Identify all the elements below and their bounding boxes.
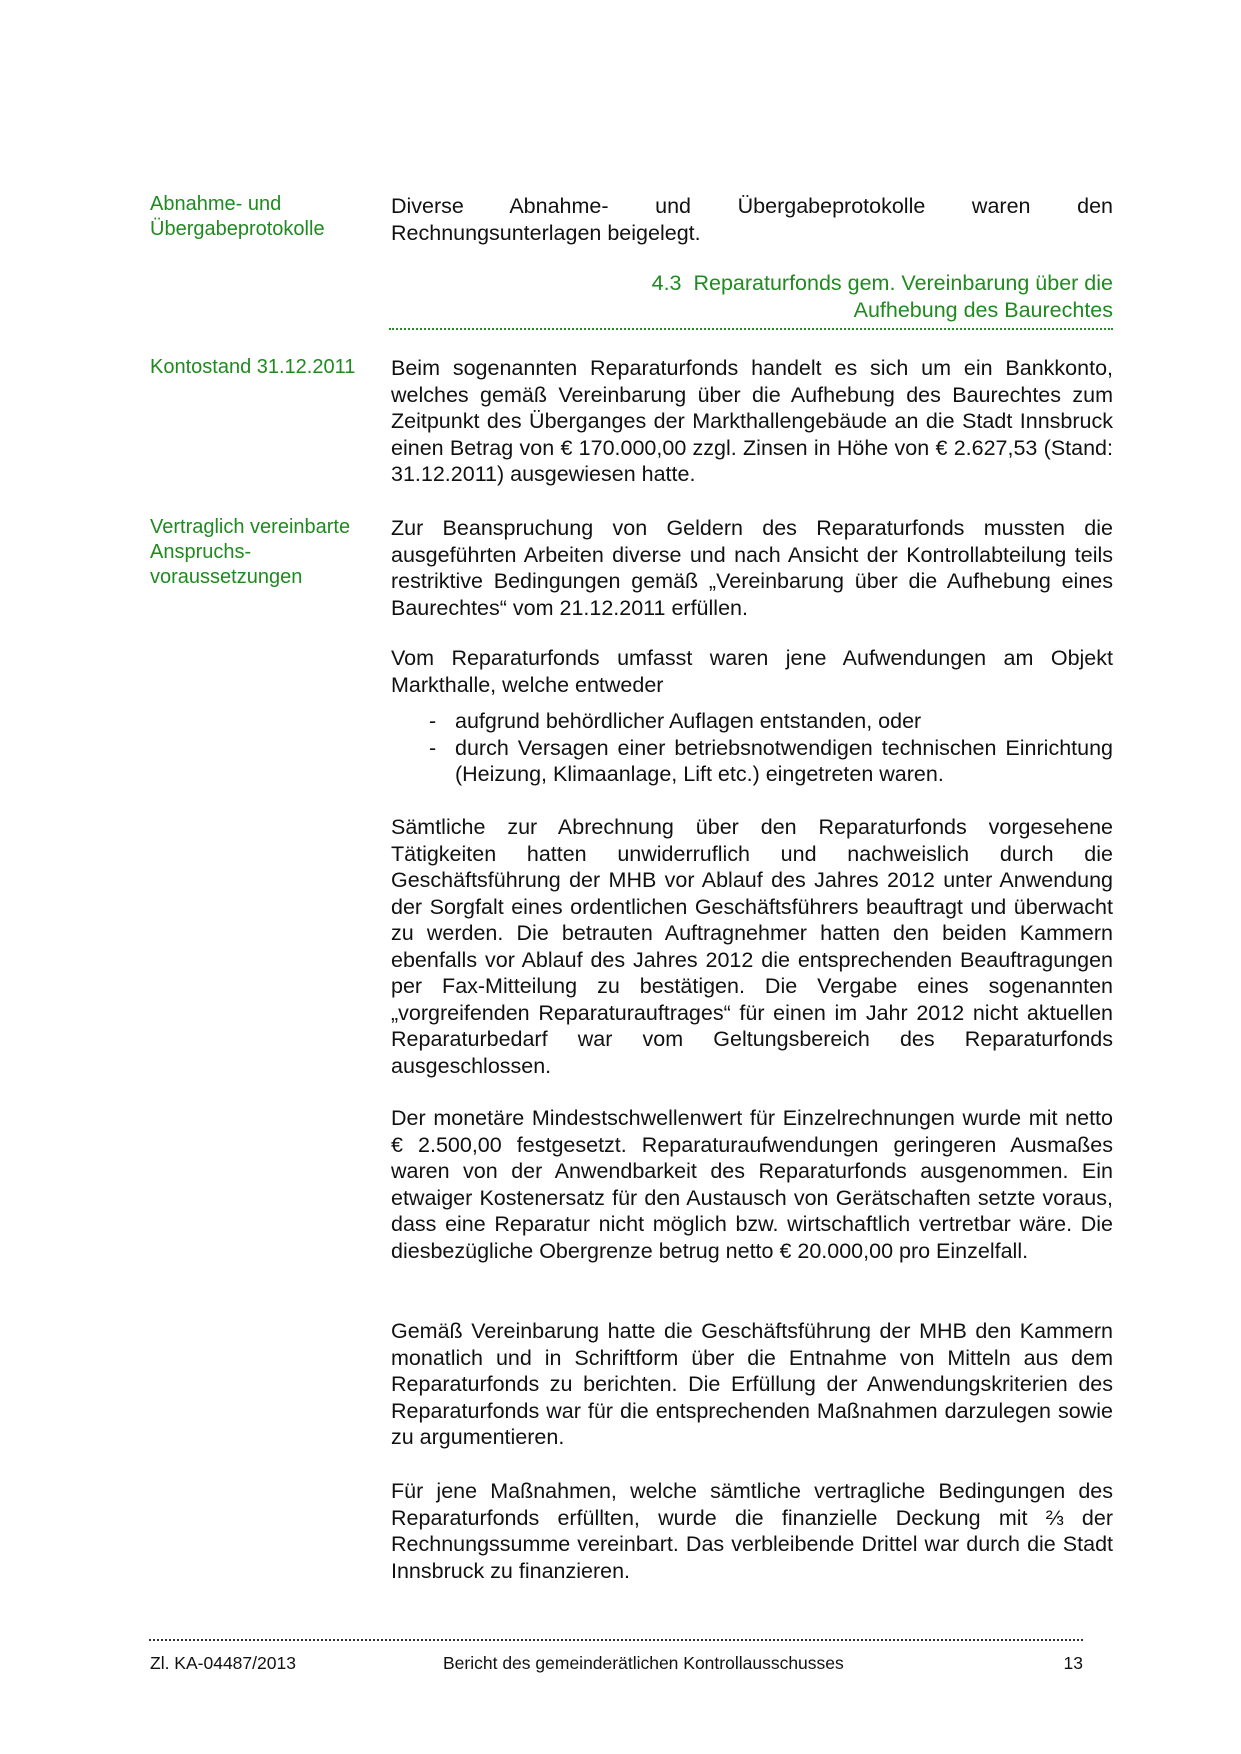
- paragraph-deckung: [391, 1478, 1113, 1584]
- section-title-line2: Aufhebung des Baurechtes: [853, 298, 1113, 322]
- section-title-line1: Reparaturfonds gem. Vereinbarung über die: [693, 271, 1113, 295]
- list-item-text: durch Versagen einer betriebsnotwendigen technischen Einrichtung (Heizung, Klimaanlage, Lift etc.) eingetreten waren.: [455, 735, 1113, 786]
- page-number: 13: [1063, 1653, 1083, 1673]
- paragraph-text: Der monetäre Mindestschwellenwert für Einzelrechnungen wurde mit netto € 2.500,00 festgesetzt. Reparaturaufwendungen geringeren Ausmaßes waren von der Anwendbarkeit des Reparaturfonds ausgenommen. Ein etwaiger Kostenersatz für den Austausch von Gerätschaften setzte voraus, dass eine Reparatur nicht möglich bzw. wirtschaftlich vertretbar wäre. Die diesbezügliche Obergrenze betrug netto € 20.000,00 pro Einzelfall.: [391, 1106, 1113, 1263]
- paragraph-text: Zur Beanspruchung von Geldern des Reparaturfonds mussten die ausgeführten Arbeiten diverse und nach Ansicht der Kontrollabteilung teils restriktive Bedingungen gemäß „Vereinbarung über die Aufhebung eines Baurechtes“ vom 21.12.2011 erfüllen.: [391, 516, 1113, 620]
- paragraph-abnahme: [391, 193, 1113, 246]
- paragraph-text: Für jene Maßnahmen, welche sämtliche vertragliche Bedingungen des Reparaturfonds erfüllten, wurde die finanzielle Deckung mit ⅔ der Rechnungssumme vereinbart. Das verbleibende Drittel war durch die Stadt Innsbruck zu finanzieren.: [391, 1479, 1113, 1583]
- paragraph-beanspruchung: [391, 515, 1113, 621]
- margin-note-line: Vertraglich vereinbarte: [150, 516, 351, 538]
- margin-note-line: Übergabeprotokolle: [150, 218, 325, 240]
- footer-reference: Zl. KA-04487/2013: [150, 1653, 296, 1673]
- paragraph-text: Gemäß Vereinbarung hatte die Geschäftsführung der MHB den Kammern monatlich und in Schriftform über die Entnahme von Mitteln aus dem Reparaturfonds zu berichten. Die Erfüllung der Anwendungskriterien des Reparaturfonds war für die entsprechenden Maßnahmen darzulegen sowie zu argumentieren.: [391, 1319, 1113, 1449]
- footer-title: Bericht des gemeinderätlichen Kontrollausschusses: [443, 1653, 844, 1673]
- paragraph-text: Sämtliche zur Abrechnung über den Reparaturfonds vorgesehene Tätigkeiten hatten unwiderruflich und nachweislich durch die Geschäftsführung der MHB vor Ablauf des Jahres 2012 unter Anwendung der Sorgfalt eines ordentlichen Geschäftsführers beauftragt und überwacht zu werden. Die betrauten Auftragnehmer hatten den beiden Kammern ebenfalls vor Ablauf des Jahres 2012 die entsprechenden Beauftragungen per Fax-Mitteilung zu bestätigen. Die Vergabe eines sogenannten „vorgreifenden Reparaturauftrages“ für einen im Jahr 2012 nicht aktuellen Reparaturbedarf war vom Geltungsbereich des Reparaturfonds ausgeschlossen.: [391, 815, 1113, 1078]
- list-item: - durch Versagen einer betriebsnotwendigen technischen Einrichtung (Heizung, Klimaanlage, Lift etc.) eingetreten waren.: [429, 735, 1113, 786]
- section-divider: [389, 328, 1113, 330]
- margin-note-vertraglich: [150, 515, 380, 590]
- footer-divider: [149, 1639, 1083, 1641]
- paragraph-berichtspflicht: [391, 1318, 1113, 1451]
- paragraph-schwellenwert: [391, 1105, 1113, 1264]
- paragraph-text: Beim sogenannten Reparaturfonds handelt es sich um ein Bankkonto, welches gemäß Vereinbarung über die Aufhebung des Baurechtes zum Zeitpunkt des Überganges der Markthallengebäude an die Stadt Innsbruck einen Betrag von € 170.000,00 zzgl. Zinsen in Höhe von € 2.627,53 (Stand: 31.12.2011) ausgewiesen hatte.: [391, 356, 1113, 486]
- paragraph-text: Vom Reparaturfonds umfasst waren jene Aufwendungen am Objekt Markthalle, welche entweder: [391, 646, 1113, 697]
- list-item-text: aufgrund behördlicher Auflagen entstanden, oder: [455, 709, 922, 733]
- margin-note-kontostand: [150, 355, 380, 380]
- paragraph-umfang: [391, 645, 1113, 698]
- margin-note-line: Anspruchs-: [150, 541, 252, 563]
- margin-note-line: Abnahme- und: [150, 193, 282, 215]
- margin-note-abnahme: [150, 192, 380, 242]
- paragraph-text: Diverse Abnahme- und Übergabeprotokolle waren den Rechnungsunterlagen beigelegt.: [391, 194, 1113, 245]
- section-heading: [391, 270, 1113, 324]
- bullet-list: [391, 708, 1113, 788]
- margin-note-line: voraussetzungen: [150, 566, 303, 588]
- margin-note-line: Kontostand 31.12.2011: [150, 356, 356, 378]
- paragraph-kontostand: [391, 355, 1113, 488]
- section-number: 4.3: [651, 271, 682, 295]
- paragraph-taetigkeiten: [391, 814, 1113, 1079]
- list-item: - aufgrund behördlicher Auflagen entstanden, oder: [429, 709, 922, 733]
